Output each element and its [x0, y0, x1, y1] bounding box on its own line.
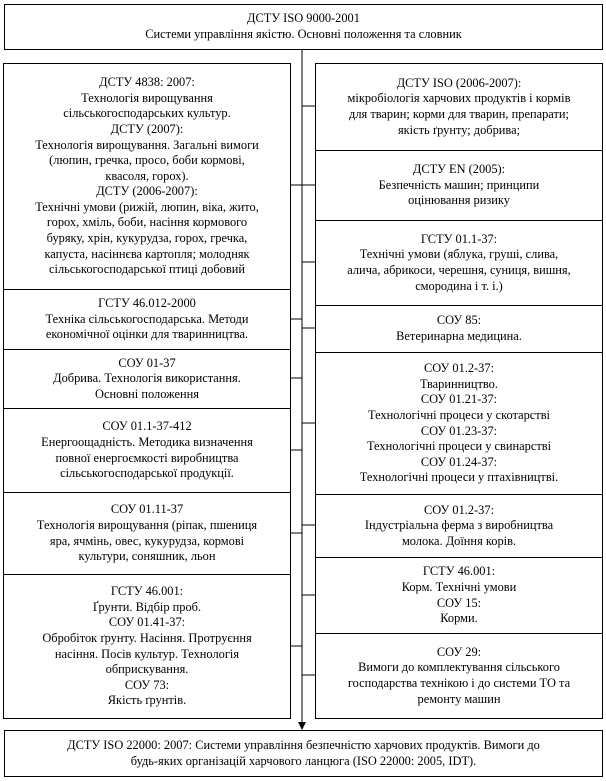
right-box-5-line: СОУ 01.2-37: — [423, 361, 495, 376]
left-box-5-line: яра, ячмінь, овес, кукурудза, кормові — [49, 533, 245, 548]
left-box-6-line: ГСТУ 46.001: — [110, 584, 184, 599]
right-box-7-line: ГСТУ 46.001: — [422, 564, 496, 579]
right-box-8 — [315, 633, 603, 719]
right-box-5-line: Тваринництво. — [420, 376, 498, 391]
right-box-2 — [315, 150, 603, 221]
left-box-6-line: СОУ 73: — [124, 677, 170, 692]
right-box-8-line: Вимоги до комплектування сільського — [358, 660, 560, 675]
right-box-5-line: СОУ 01.21-37: — [420, 392, 498, 407]
left-box-5-line: СОУ 01.11-37 — [110, 502, 184, 517]
bottom-standard-box — [4, 730, 603, 777]
bottom-line-2: будь-яких організацій харчового ланцюга (ISO 22000: 2005, IDT). — [130, 753, 477, 768]
left-box-1-line: ДСТУ 4838: 2007: — [99, 75, 195, 90]
left-box-6-line: Якість ґрунтів. — [107, 693, 187, 708]
right-box-8-line: ремонту машин — [417, 691, 501, 706]
right-box-3-line: алича, абрикоси, черешня, суниця, вишня, — [347, 263, 571, 277]
right-box-1-line: ДСТУ ISO (2006-2007): — [396, 75, 522, 90]
left-box-6-line: насіння. Посів культур. Технологія — [54, 646, 240, 661]
right-box-2-line: оцінювання ризику — [408, 193, 510, 208]
right-box-5-line: СОУ 01.24-37: — [420, 454, 498, 469]
right-box-7-line: Корм. Технічні умови — [401, 579, 517, 594]
left-box-5 — [3, 492, 291, 575]
left-box-1-line: сільськогосподарських культур. — [63, 106, 231, 121]
right-box-7-line: Корми. — [440, 611, 478, 626]
left-box-4-line: сільськогосподарської продукції. — [60, 466, 234, 481]
right-box-7 — [315, 557, 603, 634]
right-box-2-line: ДСТУ EN (2005): — [412, 162, 506, 177]
right-box-6 — [315, 494, 603, 558]
right-box-5-line: Технологічні процеси у птахівництві. — [359, 470, 559, 485]
left-box-1-line: ДСТУ (2006-2007): — [96, 184, 198, 199]
left-box-5-line: культури, соняшник, льон — [78, 549, 216, 564]
right-box-1-line: для тварин; корми для тварин, препарати; — [349, 107, 569, 121]
right-box-4-line: СОУ 85: — [436, 313, 482, 328]
right-box-1 — [315, 63, 603, 151]
right-box-3-line: смородина і т. і.) — [415, 278, 503, 293]
left-box-6-line: СОУ 01.41-37: — [108, 615, 186, 630]
left-box-4-line: СОУ 01.1-37-412 — [102, 419, 192, 434]
right-box-5-line: Технологічні процеси у скотарстві — [368, 407, 550, 422]
left-box-3-line: Добрива. Технологія використання. — [53, 371, 241, 386]
top-line-1: ДСТУ ISO 9000-2001 — [247, 11, 360, 26]
top-standard-box — [4, 4, 603, 50]
left-box-1-line: квасоля, горох). — [105, 168, 189, 183]
top-line-2: Системи управління якістю. Основні положення та словник — [145, 27, 462, 41]
left-box-1-line: буряку, хрін, кукурудза, горох, гречка, — [46, 231, 248, 246]
right-box-7-line: СОУ 15: — [436, 595, 482, 610]
left-box-1-line: Технологія вирощування — [81, 90, 213, 105]
left-box-1-line: (люпин, гречка, просо, боби кормові, — [49, 153, 245, 168]
left-box-6-line: Обробіток ґрунту. Насіння. Протруєння — [42, 630, 252, 645]
left-box-6-line: Ґрунти. Відбір проб. — [92, 599, 202, 614]
left-box-1-line: Технічні умови (рижій, люпин, віка, жито, — [35, 199, 259, 214]
left-box-3 — [3, 349, 291, 409]
right-box-3-line: Технічні умови (яблука, груші, слива, — [359, 247, 559, 262]
right-box-6-line: Індустріальна ферма з виробництва — [364, 518, 554, 533]
right-box-1-line: якість ґрунту; добрива; — [397, 122, 521, 137]
bottom-line-1: ДСТУ ISO 22000: 2007: Системи управління безпечністю харчових продуктів. Вимоги до — [67, 737, 540, 752]
left-box-5-line: Технологія вирощування (ріпак, пшениця — [36, 517, 258, 532]
right-box-8-line: господарства технікою і до системи ТО та — [347, 676, 571, 690]
left-box-1-line: сільськогосподарської птиці добовий — [49, 262, 245, 277]
left-box-4 — [3, 408, 291, 493]
left-box-1 — [3, 63, 291, 290]
left-box-2-line: економічної оцінки для тваринництва. — [45, 327, 249, 342]
right-box-3-line: ГСТУ 01.1-37: — [420, 231, 498, 246]
left-box-3-line: Основні положення — [95, 386, 199, 401]
left-box-2-line: ГСТУ 46.012-2000 — [98, 296, 196, 311]
right-box-5-line: Технологічні процеси у свинарстві — [366, 439, 552, 454]
left-box-1-line: капуста, насіннєва картопля; молодняк — [44, 246, 250, 261]
left-box-3-line: СОУ 01-37 — [118, 355, 176, 370]
left-box-4-line: повної енергоємкості виробництва — [55, 450, 239, 465]
right-box-3 — [315, 220, 603, 306]
left-box-2 — [3, 289, 291, 350]
left-box-6-line: обприскування. — [105, 662, 189, 677]
left-box-1-line: ДСТУ (2007): — [110, 121, 184, 136]
right-box-2-line: Безпечність машин; принципи — [378, 177, 540, 192]
left-box-2-line: Техніка сільськогосподарська. Методи — [45, 311, 249, 326]
right-box-6-line: СОУ 01.2-37: — [423, 502, 495, 517]
right-box-5-line: СОУ 01.23-37: — [420, 423, 498, 438]
left-box-1-line: Технологія вирощування. Загальні вимоги — [35, 137, 259, 152]
right-box-1-line: мікробіологія харчових продуктів і кормів — [347, 91, 571, 106]
left-box-6 — [3, 574, 291, 719]
left-box-1-line: горох, хміль, боби, насіння кормового — [46, 215, 248, 230]
right-box-8-line: СОУ 29: — [436, 644, 482, 659]
left-box-4-line: Енергоощадність. Методика визначення — [41, 434, 253, 449]
right-box-5 — [315, 352, 603, 495]
right-box-6-line: молока. Доїння корів. — [401, 533, 517, 548]
right-box-4 — [315, 305, 603, 353]
right-box-4-line: Ветеринарна медицина. — [396, 329, 522, 343]
